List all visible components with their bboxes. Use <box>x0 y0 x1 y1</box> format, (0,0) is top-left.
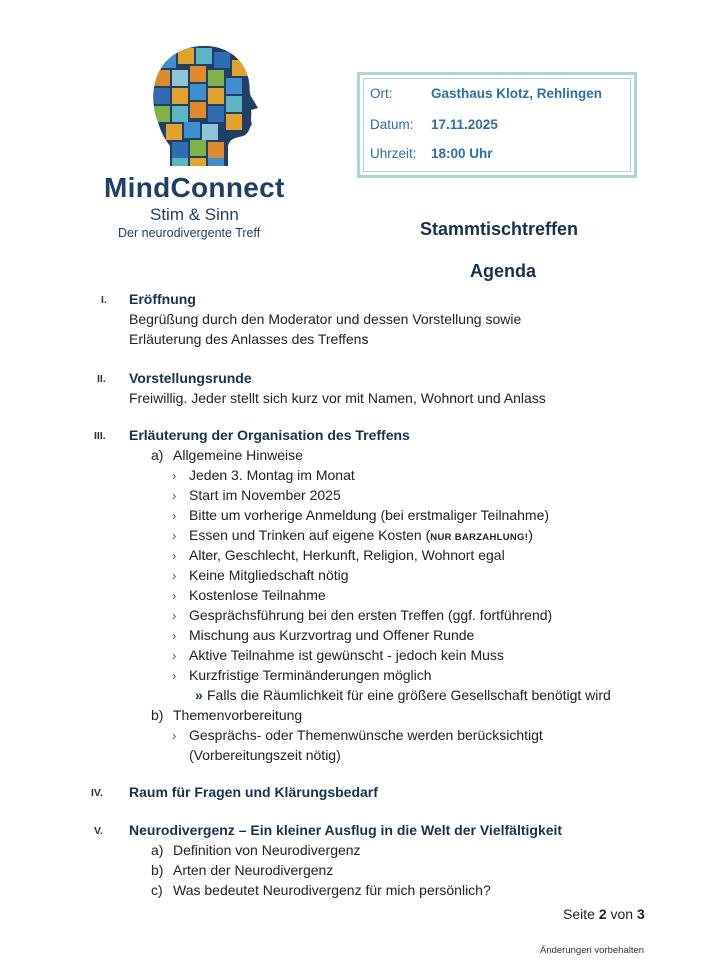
chevron-right-icon: › <box>172 648 177 663</box>
list-item: Kurzfristige Terminänderungen möglich <box>189 667 432 683</box>
page-total: 3 <box>636 906 645 922</box>
list-item: Jeden 3. Montag im Monat <box>189 467 355 483</box>
subsection-title: Themenvorbereitung <box>173 707 303 723</box>
list-item: Aktive Teilnahme ist gewünscht - jedoch kein Muss <box>189 647 504 663</box>
page-number <box>563 906 645 922</box>
disclaimer-note: Änderungen vorbehalten <box>540 945 645 956</box>
section-text: Erläuterung des Anlasses des Treffens <box>129 331 369 347</box>
info-row-location <box>370 86 602 101</box>
event-info-box <box>357 72 637 178</box>
chevron-right-icon: › <box>172 468 177 483</box>
section-number: V. <box>94 825 103 837</box>
list-item: Was bedeutet Neurodivergenz für mich persönlich? <box>173 882 491 898</box>
info-label: Uhrzeit: <box>370 146 417 161</box>
section-number: IV. <box>91 787 103 799</box>
list-item: Kostenlose Teilnahme <box>189 587 326 603</box>
section-heading: Eröffnung <box>129 291 196 307</box>
list-item: Gesprächs- oder Themenwünsche werden berücksichtigt <box>189 727 543 743</box>
chevron-right-icon: › <box>172 628 177 643</box>
section-number: I. <box>101 294 107 306</box>
page-mid: von <box>610 906 634 922</box>
list-item <box>189 527 533 543</box>
list-item: (Vorbereitungszeit nötig) <box>189 747 341 763</box>
section-number: II. <box>97 373 106 385</box>
list-item: Start im November 2025 <box>189 487 341 503</box>
list-item: Alter, Geschlecht, Herkunft, Religion, Wohnort egal <box>189 547 505 563</box>
section-text: Begrüßung durch den Moderator und dessen Vorstellung sowie <box>129 311 522 327</box>
document-title: Stammtischtreffen <box>420 219 579 239</box>
page-prefix: Seite <box>563 906 595 922</box>
section-number: III. <box>94 430 106 442</box>
chevron-right-icon: › <box>172 588 177 603</box>
section-heading: Erläuterung der Organisation des Treffens <box>129 427 410 443</box>
section-heading: Vorstellungsrunde <box>129 370 252 386</box>
list-label: a) <box>151 842 164 858</box>
chevron-right-icon: › <box>172 608 177 623</box>
list-item-text: ) <box>528 527 533 543</box>
info-value: 18:00 Uhr <box>431 146 493 161</box>
chevron-right-icon: › <box>172 508 177 523</box>
info-value: Gasthaus Klotz, Rehlingen <box>431 86 603 101</box>
list-subitem: Falls die Räumlichkeit für eine größere Gesellschaft benötigt wird <box>207 687 611 703</box>
list-label: b) <box>151 862 164 878</box>
info-row-time <box>370 146 493 161</box>
list-item: Keine Mitgliedschaft nötig <box>189 567 349 583</box>
chevron-right-icon: › <box>172 528 177 543</box>
chevron-right-icon: › <box>172 668 177 683</box>
info-value: 17.11.2025 <box>431 117 498 132</box>
list-label: c) <box>151 882 163 898</box>
list-label: a) <box>151 447 164 463</box>
info-label: Datum: <box>370 117 414 132</box>
info-label: Ort: <box>370 86 393 101</box>
section-heading: Raum für Fragen und Klärungsbedarf <box>129 784 378 800</box>
list-item: Definition von Neurodivergenz <box>173 842 361 858</box>
chevron-right-icon: › <box>172 568 177 583</box>
list-item: Mischung aus Kurzvortrag und Offener Runde <box>189 627 475 643</box>
list-item: Arten der Neurodivergenz <box>173 862 334 878</box>
subsection-title: Allgemeine Hinweise <box>173 447 303 463</box>
cash-only-note: NUR BARZAHLUNG! <box>430 532 529 543</box>
logo-name: MindConnect <box>104 172 285 203</box>
double-chevron-icon: » <box>195 687 203 703</box>
info-row-date <box>370 117 498 132</box>
chevron-right-icon: › <box>172 548 177 563</box>
document-subtitle: Agenda <box>470 261 537 281</box>
section-text: Freiwillig. Jeder stellt sich kurz vor mit Namen, Wohnort und Anlass <box>129 390 546 406</box>
list-item-text: Essen und Trinken auf eigene Kosten ( <box>189 527 431 543</box>
logo-subtitle: Stim & Sinn <box>150 205 239 224</box>
chevron-right-icon: › <box>172 728 177 743</box>
list-label: b) <box>151 707 164 723</box>
chevron-right-icon: › <box>172 488 177 503</box>
list-item: Gesprächsführung bei den ersten Treffen (ggf. fortführend) <box>189 607 553 623</box>
list-item: Bitte um vorherige Anmeldung (bei erstmaliger Teilnahme) <box>189 507 550 523</box>
head-mosaic-icon <box>148 42 258 166</box>
section-heading: Neurodivergenz – Ein kleiner Ausflug in die Welt der Vielfältigkeit <box>129 822 563 838</box>
logo-tagline: Der neurodivergente Treff <box>118 226 261 240</box>
page-current: 2 <box>598 906 607 922</box>
